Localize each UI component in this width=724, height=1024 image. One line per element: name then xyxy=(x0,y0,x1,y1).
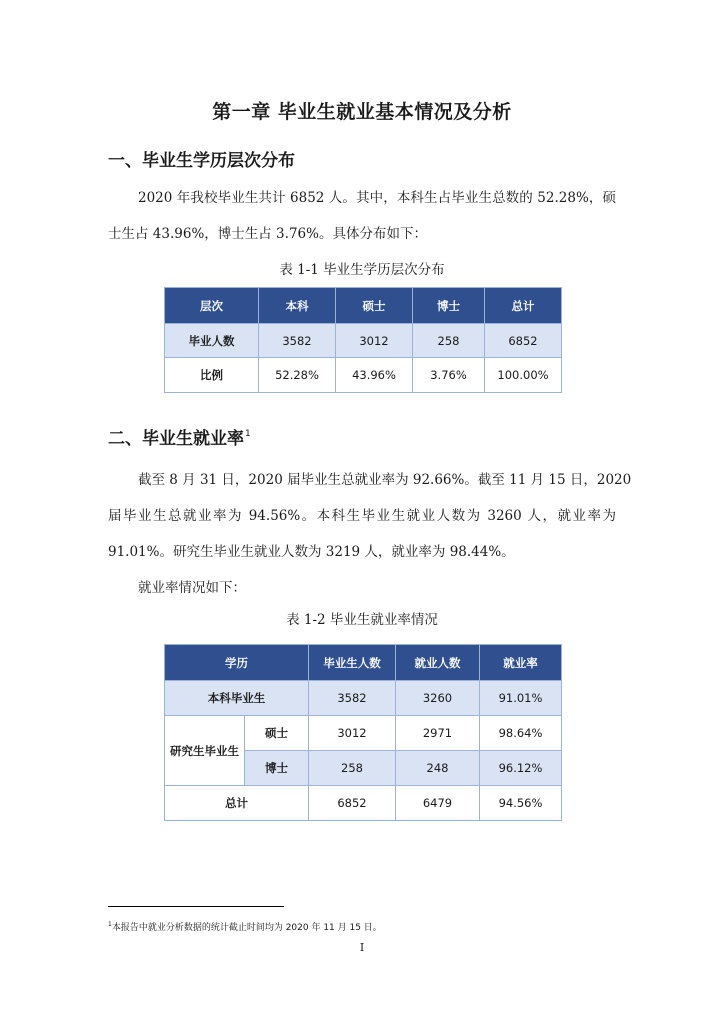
section-heading-employment-rate xyxy=(108,424,251,449)
table-row xyxy=(165,358,562,393)
table-cell: 3260 xyxy=(396,681,480,716)
header-cell: 学历 xyxy=(165,645,309,681)
footnote-mark: 1 xyxy=(245,429,251,439)
footnote-text: 本报告中就业分析数据的统计截止时间均为 2020 年 11 月 15 日。 xyxy=(111,923,382,933)
row-label-cell: 硕士 xyxy=(245,716,309,751)
header-cell: 本科 xyxy=(259,288,336,324)
table-cell: 258 xyxy=(413,324,485,358)
table-row xyxy=(165,324,562,358)
table-cell: 248 xyxy=(396,751,480,786)
paragraph-line: 届毕业生总就业率为 94.56%。本科生毕业生就业人数为 3260 人，就业率为 xyxy=(108,508,616,524)
row-label-cell: 比例 xyxy=(165,358,259,393)
table-caption-employment-rate: 表 1-2 毕业生就业率情况 xyxy=(286,612,438,628)
row-label-cell: 毕业人数 xyxy=(165,324,259,358)
table-row-undergrad xyxy=(165,681,562,716)
row-group-label-cell: 研究生毕业生 xyxy=(165,716,245,786)
table-header-row xyxy=(165,645,562,681)
page-number: I xyxy=(359,941,365,954)
row-label-cell: 总计 xyxy=(165,786,309,821)
table-row-total xyxy=(165,786,562,821)
chapter-title: 第一章 毕业生就业基本情况及分析 xyxy=(212,101,512,123)
table-header-row xyxy=(165,288,562,324)
row-label-cell: 博士 xyxy=(245,751,309,786)
paragraph-distribution xyxy=(108,180,616,252)
table-cell: 3012 xyxy=(336,324,413,358)
paragraph-line: 91.01%。研究生毕业生就业人数为 3219 人，就业率为 98.44%。 xyxy=(108,544,515,560)
table-cell: 43.96% xyxy=(336,358,413,393)
table-row-masters xyxy=(165,716,562,751)
footnote-mark: 1 xyxy=(108,921,112,928)
table-cell: 6479 xyxy=(396,786,480,821)
table-cell: 3012 xyxy=(309,716,396,751)
paragraph-employment-rate xyxy=(108,462,632,606)
header-cell: 总计 xyxy=(485,288,562,324)
table-cell: 2971 xyxy=(396,716,480,751)
paragraph-line: 截至 8 月 31 日，2020 届毕业生总就业率为 92.66%。截至 11 月 15 日，2020 xyxy=(138,472,632,488)
table-distribution xyxy=(164,287,562,393)
table-cell: 3.76% xyxy=(413,358,485,393)
table-cell: 94.56% xyxy=(480,786,562,821)
section-heading-text: 二、毕业生就业率 xyxy=(108,429,244,449)
table-cell: 258 xyxy=(309,751,396,786)
paragraph-intro-line: 就业率情况如下： xyxy=(138,580,246,596)
section-heading-distribution: 一、毕业生学历层次分布 xyxy=(108,151,295,171)
header-cell: 就业人数 xyxy=(396,645,480,681)
table-cell: 3582 xyxy=(259,324,336,358)
table-cell: 6852 xyxy=(485,324,562,358)
header-cell: 就业率 xyxy=(480,645,562,681)
paragraph-line: 2020 年我校毕业生共计 6852 人。其中，本科生占毕业生总数的 52.28%，硕 xyxy=(138,190,616,206)
table-cell: 6852 xyxy=(309,786,396,821)
table-caption-distribution: 表 1-1 毕业生学历层次分布 xyxy=(279,262,445,278)
header-cell: 硕士 xyxy=(336,288,413,324)
table-cell: 91.01% xyxy=(480,681,562,716)
table-cell: 52.28% xyxy=(259,358,336,393)
footnote xyxy=(108,920,382,933)
header-cell: 毕业生人数 xyxy=(309,645,396,681)
table-cell: 98.64% xyxy=(480,716,562,751)
paragraph-line: 士生占 43.96%，博士生占 3.76%。具体分布如下： xyxy=(108,226,427,242)
header-cell: 层次 xyxy=(165,288,259,324)
table-cell: 100.00% xyxy=(485,358,562,393)
header-cell: 博士 xyxy=(413,288,485,324)
table-employment-rate xyxy=(164,644,562,821)
table-cell: 96.12% xyxy=(480,751,562,786)
table-cell: 3582 xyxy=(309,681,396,716)
row-label-cell: 本科毕业生 xyxy=(165,681,309,716)
footnote-divider xyxy=(108,906,284,907)
